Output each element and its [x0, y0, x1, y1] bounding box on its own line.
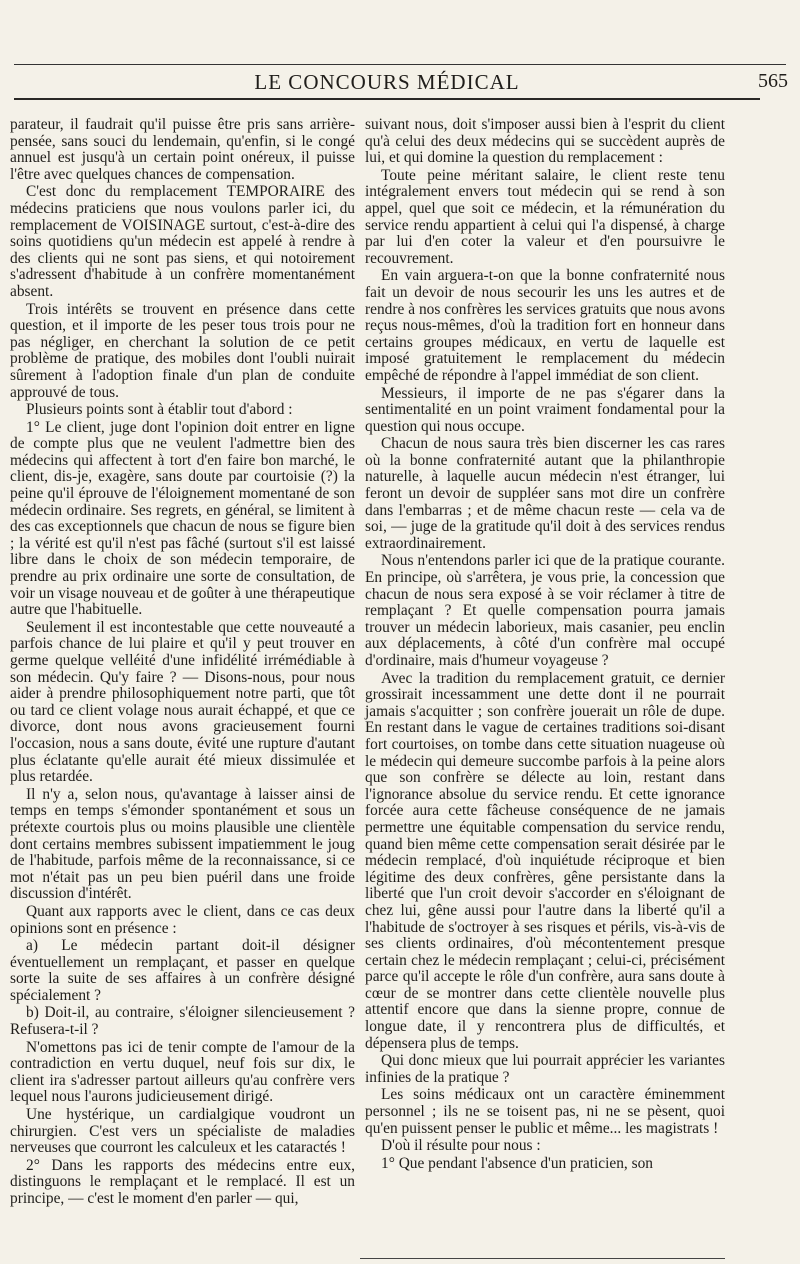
page-number: 565 [758, 70, 788, 92]
paragraph: Messieurs, il importe de ne pas s'égarer dans la sentimentalité en un point vraiment fondamental pour la question qui nous occupe. [365, 384, 725, 435]
paragraph: Toute peine méritant salaire, le client reste tenu intégralement envers tout médecin qui se rend à son appel, quel que soit ce médecin, et la rémunération du service rendu appartient à celui qui l'a dispensé, à charge par lui d'en coter la valeur et d'en poursuivre le recouvrement. [365, 166, 725, 267]
paragraph: Avec la tradition du remplacement gratuit, ce dernier grossirait incessamment une dette dont il ne pourrait jamais s'acquitter ; son confrère jouerait un rôle de dupe. En restant dans le vague de certaines traditions soi-disant fort courtoises, on tombe dans cette situation nuageuse où le médecin qui demeure succombe parfois à la peine alors que son confrère se délecte au loin, restant dans l'ignorance absolue du service rendu. Et cette ignorance forcée aura cette fâcheuse conséquence de ne jamais permettre une équitable compensation du service rendu, quand bien même cette compensation serait désirée par le médecin remplacé, d'où inquiétude réciproque et bien légitime des deux confrères, gêne persistante dans la liberté que l'un croit devoir s'accorder en s'éloignant de chez lui, gêne aussi pour l'autre dans la liberté qu'il a l'habitude de s'octroyer à ses risques et périls, vis-à-vis de ses clients ordinaires, d'où mécontentement presque certain chez le médecin remplaçant ; celui-ci, précisément parce qu'il accepte le rôle d'un confrère, aura sans doute à cœur de se montrer dans cette clientèle nouvelle plus attentif encore que dans la sienne propre, connue de longue date, il y rencontrera plus de difficultés, et dépensera plus de temps. [365, 669, 725, 1052]
paragraph: Une hystérique, un cardialgique voudront un chirurgien. C'est vers un spécialiste de maladies nerveuses que courront les calculeux et les cataractés ! [10, 1106, 355, 1157]
journal-title: LE CONCOURS MÉDICAL [254, 70, 520, 94]
top-rule [14, 64, 786, 65]
paragraph: 1° Le client, juge dont l'opinion doit entrer en ligne de compte plus que ne veulent l'admettre bien des médecins qui affectent à tort d'en faire bon marché, le client, dis-je, exagère, sans doute par courtoisie (?) la peine qu'il éprouve de l'éloignement momentané de son médecin ordinaire. Ses regrets, en général, se limitent à des cas exceptionnels que chacun de nous se figure bien ; la vérité est qu'il n'est pas fâché (surtout s'il est laissé libre dans le choix de son médecin temporaire, de prendre au prix ordinaire une sorte de consultation, de voir un visage nouveau et de goûter à une thérapeutique autre que l'habituelle. [10, 418, 355, 619]
paragraph: Plusieurs points sont à établir tout d'abord : [26, 401, 293, 419]
paragraph: Il n'y a, selon nous, qu'avantage à laisser ainsi de temps en temps s'émonder spontanément et sous un prétexte courtois plus ou moins plausible une clientèle dont certains membres subissent impatiemment le joug de l'habitude, parfois même de la reconnaissance, si ce mot n'était pas un peu bien puéril dans une froide discussion d'intérêt. [10, 785, 355, 903]
paragraph: b) Doit-il, au contraire, s'éloigner silencieusement ? Refusera-t-il ? [10, 1004, 355, 1039]
paragraph: Chacun de nous saura très bien discerner les cas rares où la bonne confraternité autant que la philanthropie naturelle, à laquelle aucun médecin n'est étranger, lui feront un devoir de suppléer sans mot dire un confrère dans l'embarras ; et de même chacun reste — cela va de soi, — juge de la gratitude qu'il doit à des services rendus extraordinairement. [365, 435, 725, 552]
paragraph: suivant nous, doit s'imposer aussi bien à l'esprit du client qu'à celui des deux médecins qui se succèdent auprès de lui, et qui domine la question du remplacement : [365, 116, 725, 167]
paragraph: Seulement il est incontestable que cette nouveauté a parfois chance de lui plaire et qu'il y peut trouver en germe quelque velléité d'une infidélité irrémédiable à son médecin. Qu'y faire ? — Disons-nous, pour nous aider à prendre philosophiquement notre parti, que tôt ou tard ce client volage nous aurait échappé, et que ce divorce, dont nous avons gracieusement fourni l'occasion, nous a sans doute, évité une rupture d'autant plus éclatante qu'elle aurait été mieux dissimulée et plus retardée. [10, 618, 355, 786]
paragraph: C'est donc du remplacement TEMPORAIRE des médecins praticiens que nous voulons parler ici, du remplacement de VOISINAGE surtout, c'est-à-dire des soins quotidiens qu'un médecin est appelé à rendre à des clients qui ne sont pas siens, et qui notoirement s'adressent d'habitude à un confrère momentanément absent. [10, 183, 355, 300]
left-column [10, 117, 355, 1209]
paragraph: a) Le médecin partant doit-il désigner éventuellement un remplaçant, et passer en quelque sorte la suite de ses affaires à un confrère désigné spécialement ? [10, 937, 355, 1004]
bottom-rule [360, 1258, 725, 1259]
paragraph: D'où il résulte pour nous : [381, 1137, 541, 1155]
paragraph: Quant aux rapports avec le client, dans ce cas deux opinions sont en présence : [10, 902, 355, 937]
page-header [14, 68, 788, 100]
paragraph: Les soins médicaux ont un caractère éminemment personnel ; ils ne se toisent pas, ni ne se pèsent, quoi qu'en puissent penser le public et même... les magistrats ! [365, 1086, 725, 1137]
paragraph: Trois intérêts se trouvent en présence dans cette question, et il importe de les peser tous trois pour ne pas négliger, en cherchant la solution de ce petit problème de pratique, des mobiles dont l'oubli nuirait sûrement à l'adoption finale d'un plan de conduite approuvé de tous. [10, 300, 355, 401]
paragraph: Nous n'entendons parler ici que de la pratique courante. En principe, où s'arrêtera, je vous prie, la concession que chacun de nous sera exposé à se voir réclamer à titre de remplaçant ? Et quelle compensation pourra jamais trouver un médecin laborieux, mais casanier, peu enclin aux déplacements, à côté d'un confrère mal occupé d'ordinaire, mais d'humeur voyageuse ? [365, 552, 725, 669]
right-column [365, 117, 725, 1173]
paragraph: 2° Dans les rapports des médecins entre eux, distinguons le remplaçant et le remplacé. Il est un principe, — c'est le moment d'en parler — qui, [10, 1156, 355, 1207]
paragraph: parateur, il faudrait qu'il puisse être pris sans arrière-pensée, sans souci du lendemain, qu'enfin, si le congé annuel est jusqu'à un certain point onéreux, il puisse l'être avec quelques chances de compensation. [10, 116, 355, 183]
paragraph: En vain arguera-t-on que la bonne confraternité nous fait un devoir de nous secourir les uns les autres et de rendre à nos confrères les services gratuits que nous avons reçus nous-mêmes, d'où la tradition fort en honneur dans certains groupes médicaux, en vertu de laquelle est imposé gratuitement le remplacement du médecin empêché de répondre à l'appel immédiat de son client. [365, 267, 725, 384]
paragraph: Qui donc mieux que lui pourrait apprécier les variantes infinies de la pratique ? [365, 1052, 725, 1086]
paragraph: 1° Que pendant l'absence d'un praticien, son [381, 1154, 653, 1172]
paragraph: N'omettons pas ici de tenir compte de l'amour de la contradiction en vertu duquel, neuf fois sur dix, le client ira s'adresser partout ailleurs qu'au confrère vers lequel nous l'aurons judicieusement dirigé. [10, 1038, 355, 1106]
